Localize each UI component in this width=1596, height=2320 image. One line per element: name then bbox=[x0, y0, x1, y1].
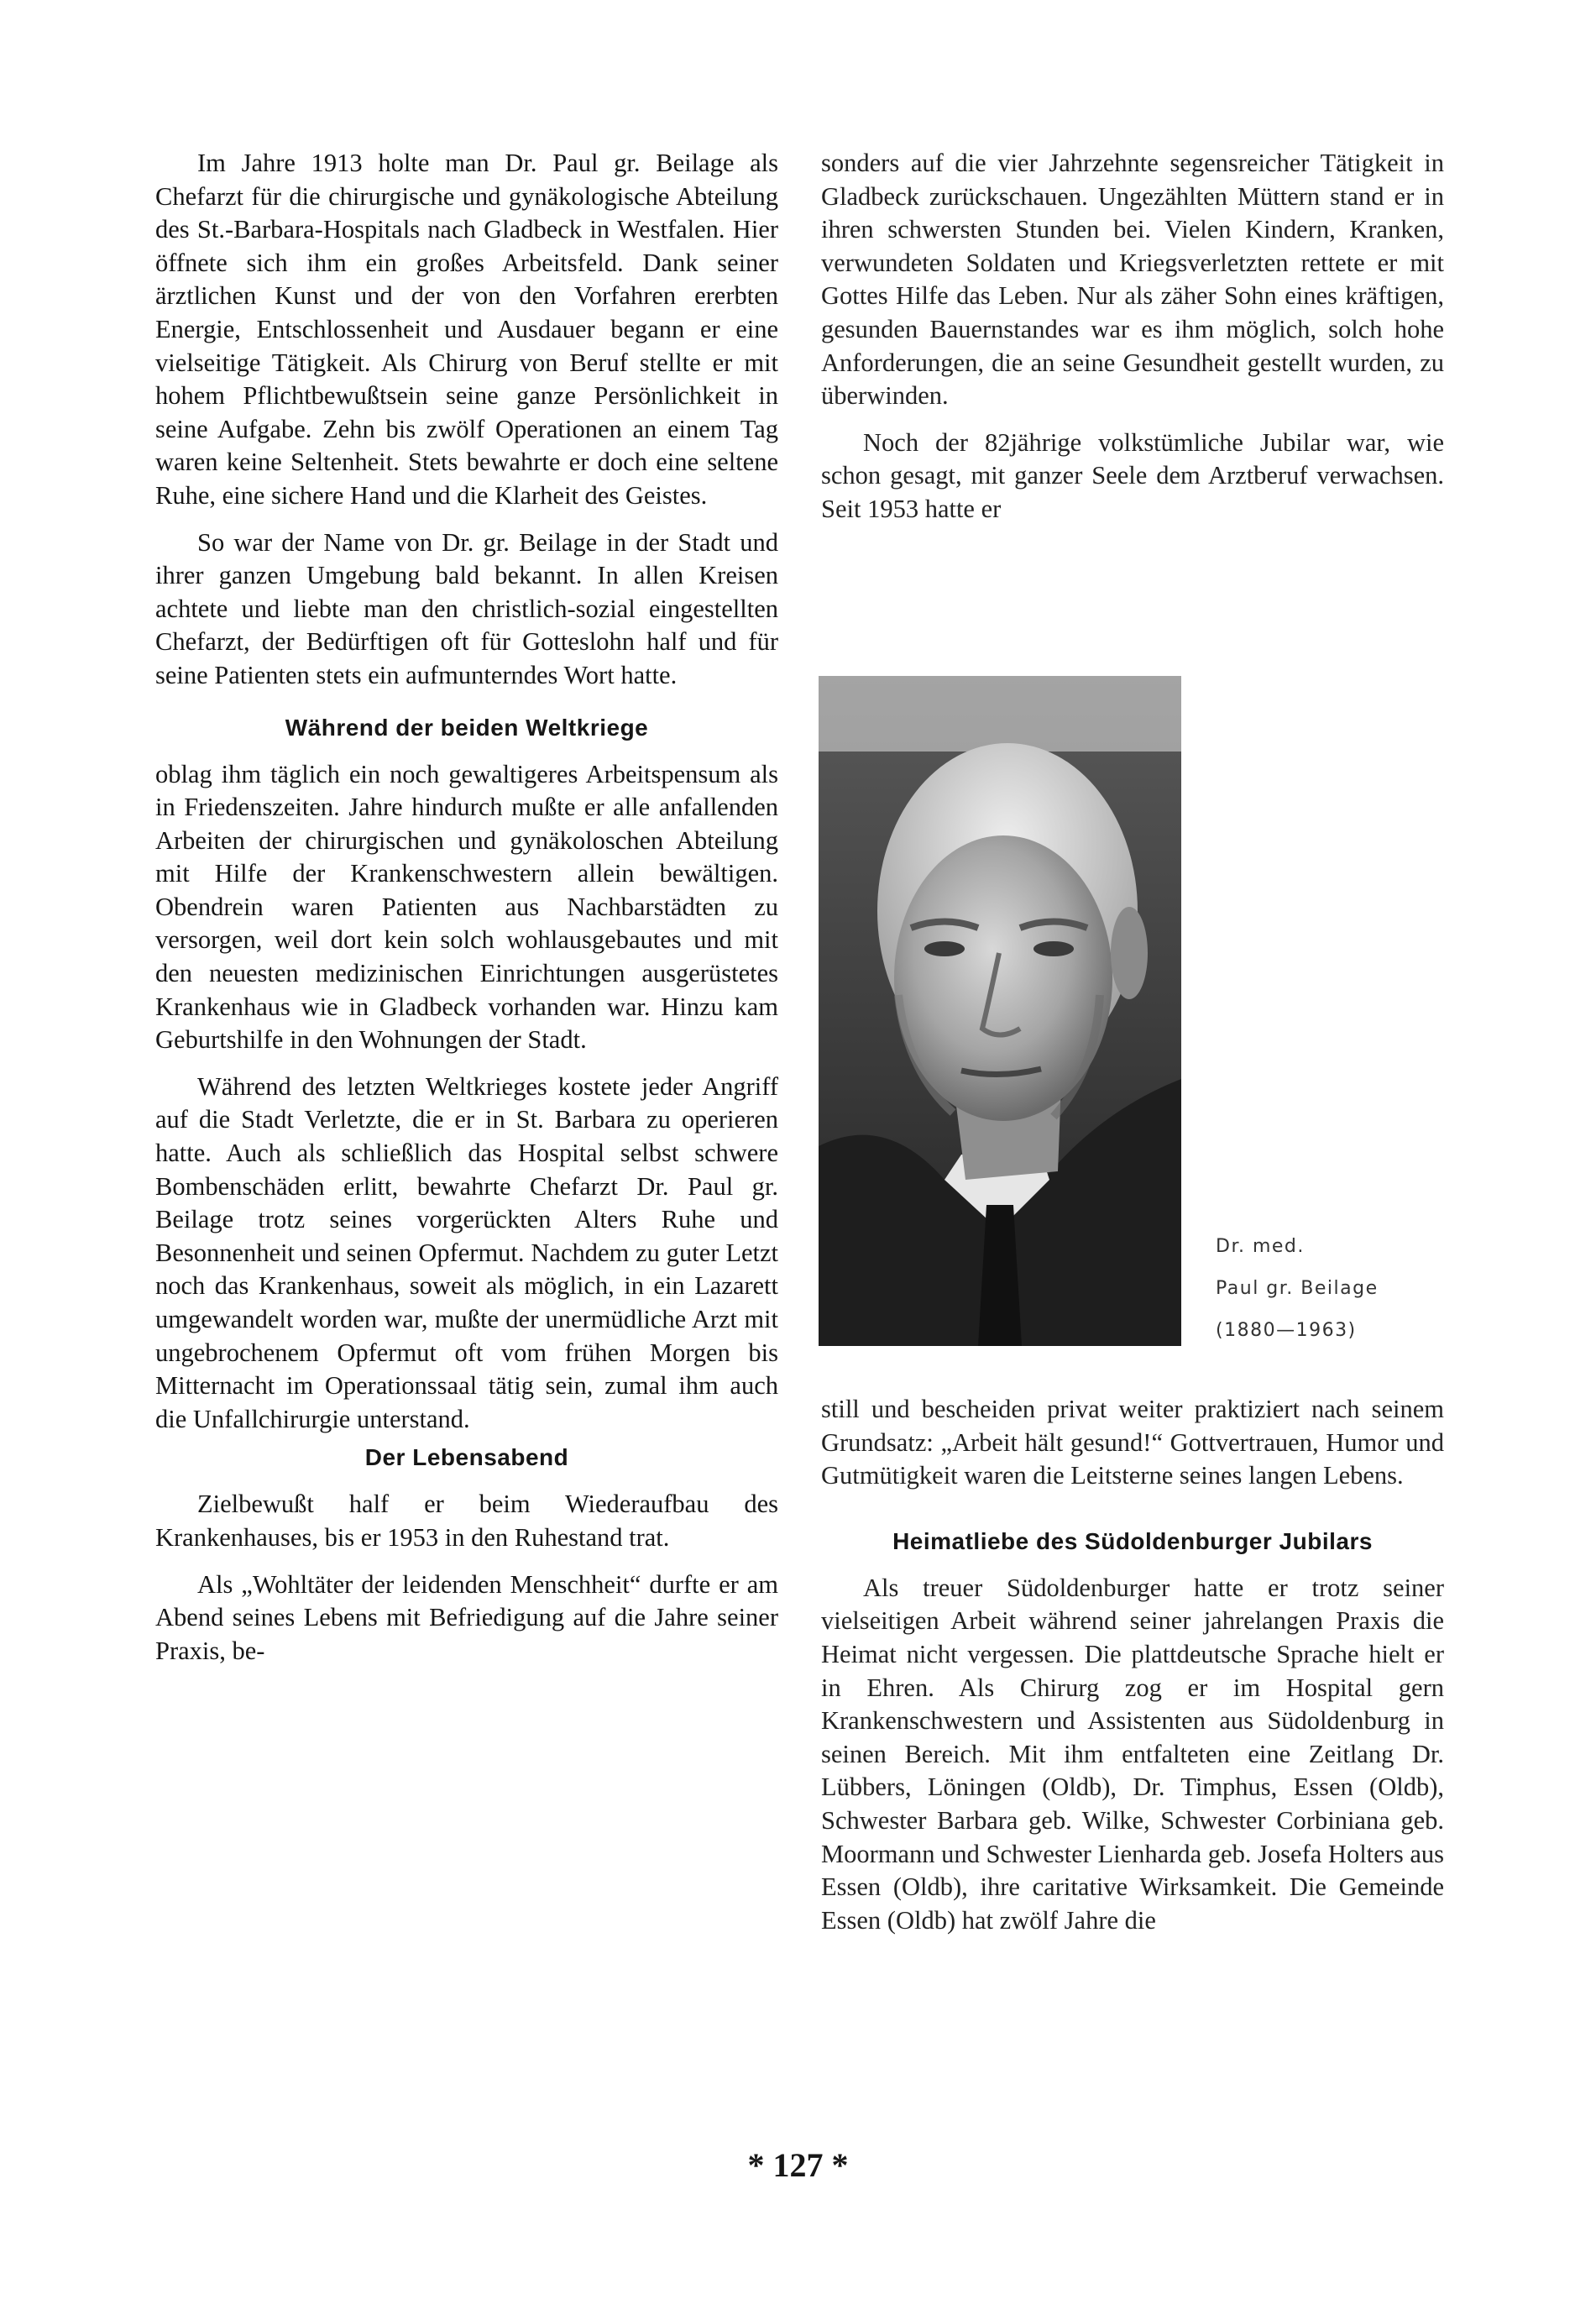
section-heading: Der Lebensabend bbox=[364, 1444, 569, 1471]
caption-line: Dr. med. bbox=[1216, 1236, 1305, 1257]
caption-line: Paul gr. Beilage bbox=[1216, 1278, 1379, 1299]
paragraph: Im Jahre 1913 holte man Dr. Paul gr. Beilage als Chefarzt für die chirurgische und gynäkologische Abteilung des St.-Barbara-Hospitals nach Gladbeck in Westfalen. Hier öffnete sich ihm ein großes Arbeitsfeld. Dank seiner ärztlichen Kunst und der von den Vorfahren ererbten Energie, Entschlossenheit und Ausdauer begann er eine vielseitige Tätigkeit. Als Chirurg von Beruf stellte er mit hohem Pflichtbewußtsein seine ganze Persönlichkeit in seine Aufgabe. Zehn bis zwölf Operationen an einem Tag waren keine Seltenheit. Stets bewahrte er doch eine seltene Ruhe, eine sichere Hand und die Klarheit des Geistes. bbox=[155, 149, 778, 510]
photo-caption bbox=[1216, 1226, 1426, 1352]
paragraph: oblag ihm täglich ein noch gewaltigeres Arbeitspensum als in Friedenszeiten. Jahre hindurch mußte er alle anfallenden Arbeiten der chirurgischen und gynäkoloschen Abteilung mit Hilfe der Krankenschwestern allein bewältigen. Obendrein waren Patienten aus Nachbarstädten zu versorgen, weil dort kein solch wohlausgebautes und mit den neuesten medizinischen Einrichtungen ausgerüstetes Krankenhaus wie in Gladbeck vorhanden war. Hinzu kam Geburtshilfe in den Wohnungen der Stadt. bbox=[155, 759, 778, 1055]
portrait-photo bbox=[819, 676, 1181, 1346]
paragraph: Als „Wohltäter der leidenden Menschheit“ durfte er am Abend seines Lebens mit Befriedigung auf die Jahre seiner Praxis, be- bbox=[155, 1569, 778, 1665]
right-column-bottom bbox=[821, 1393, 1444, 1951]
paragraph: still und bescheiden privat weiter praktiziert nach seinem Grundsatz: „Arbeit hält gesund!“ Gottvertrauen, Humor und Gutmütigkeit waren die Leitsterne seines langen Lebens. bbox=[821, 1395, 1444, 1490]
section-heading: Heimatliebe des Südoldenburger Jubilars bbox=[892, 1527, 1373, 1554]
caption-line: (1880—1963) bbox=[1216, 1320, 1357, 1341]
paragraph: Während des letzten Weltkrieges kostete jeder Angriff auf die Stadt Verletzte, die er in St. Barbara zu operieren hatte. Auch als schließlich das Hospital selbst schwere Bombenschäden erlitt, bewahrte Chefarzt Dr. Paul gr. Beilage trotz seines vorgerückten Alters Ruhe und Besonnenheit und seinen Opfermut. Nachdem zu guter Letzt noch das Krankenhaus, soweit als möglich, in ein Lazarett umgewandelt worden war, mußte der unermüdliche Arzt mit ungebrochenem Opfermut oft vom frühen Morgen bis Mitternacht im Operationssaal tätig sein, zumal ihm auch die Unfallchirurgie unterstand. bbox=[155, 1071, 778, 1433]
paragraph: Noch der 82jährige volkstümliche Jubilar war, wie schon gesagt, mit ganzer Seele dem Arztberuf verwachsen. Seit 1953 hatte er bbox=[821, 427, 1444, 523]
paragraph: So war der Name von Dr. gr. Beilage in der Stadt und ihrer ganzen Umgebung bald bekannt. In allen Kreisen achtete und liebte man den christlich-sozial eingestellten Chefarzt, der Bedürftigen oft für Gotteslohn half und für seine Patienten stets ein aufmunterndes Wort hatte. bbox=[155, 527, 778, 689]
section-heading: Während der beiden Weltkriege bbox=[285, 714, 649, 741]
portrait-image bbox=[819, 676, 1181, 1346]
paragraph: Zielbewußt half er beim Wiederaufbau des Krankenhauses, bis er 1953 in den Ruhestand trat. bbox=[155, 1490, 778, 1552]
page-number: * 127 * bbox=[747, 2146, 849, 2184]
paragraph: sonders auf die vier Jahrzehnte segensreicher Tätigkeit in Gladbeck zurückschauen. Ungezählten Müttern stand er in ihren schwersten Stunden bei. Vielen Kindern, Kranken, verwundeten Soldaten und Kriegsverletzten rettete er mit Gottes Hilfe das Leben. Nur als zäher Sohn eines kräftigen, gesunden Bauernstandes war es ihm möglich, solch hohe Anforderungen, die an seine Gesundheit gestellt wurden, zu überwinden. bbox=[821, 149, 1444, 411]
left-column bbox=[155, 147, 778, 1681]
right-column-top bbox=[821, 147, 1444, 540]
paragraph: Als treuer Südoldenburger hatte er trotz seiner vielseitigen Arbeit während seiner jahrelangen Praxis die Heimat nicht vergessen. Die plattdeutsche Sprache hielt er in Ehren. Als Chirurg zog er im Hospital gern Krankenschwestern und Assistenten aus Südoldenburg in seinen Bereich. Mit ihm entfalteten eine Zeitlang Dr. Lübbers, Löningen (Oldb), Dr. Timphus, Essen (Oldb), Schwester Barbara geb. Wilke, Schwester Corbiniana geb. Moormann und Schwester Lienharda geb. Josefa Holters aus Essen (Oldb), ihre caritative Wirksamkeit. Die Gemeinde Essen (Oldb) hat zwölf Jahre die bbox=[821, 1573, 1444, 1935]
